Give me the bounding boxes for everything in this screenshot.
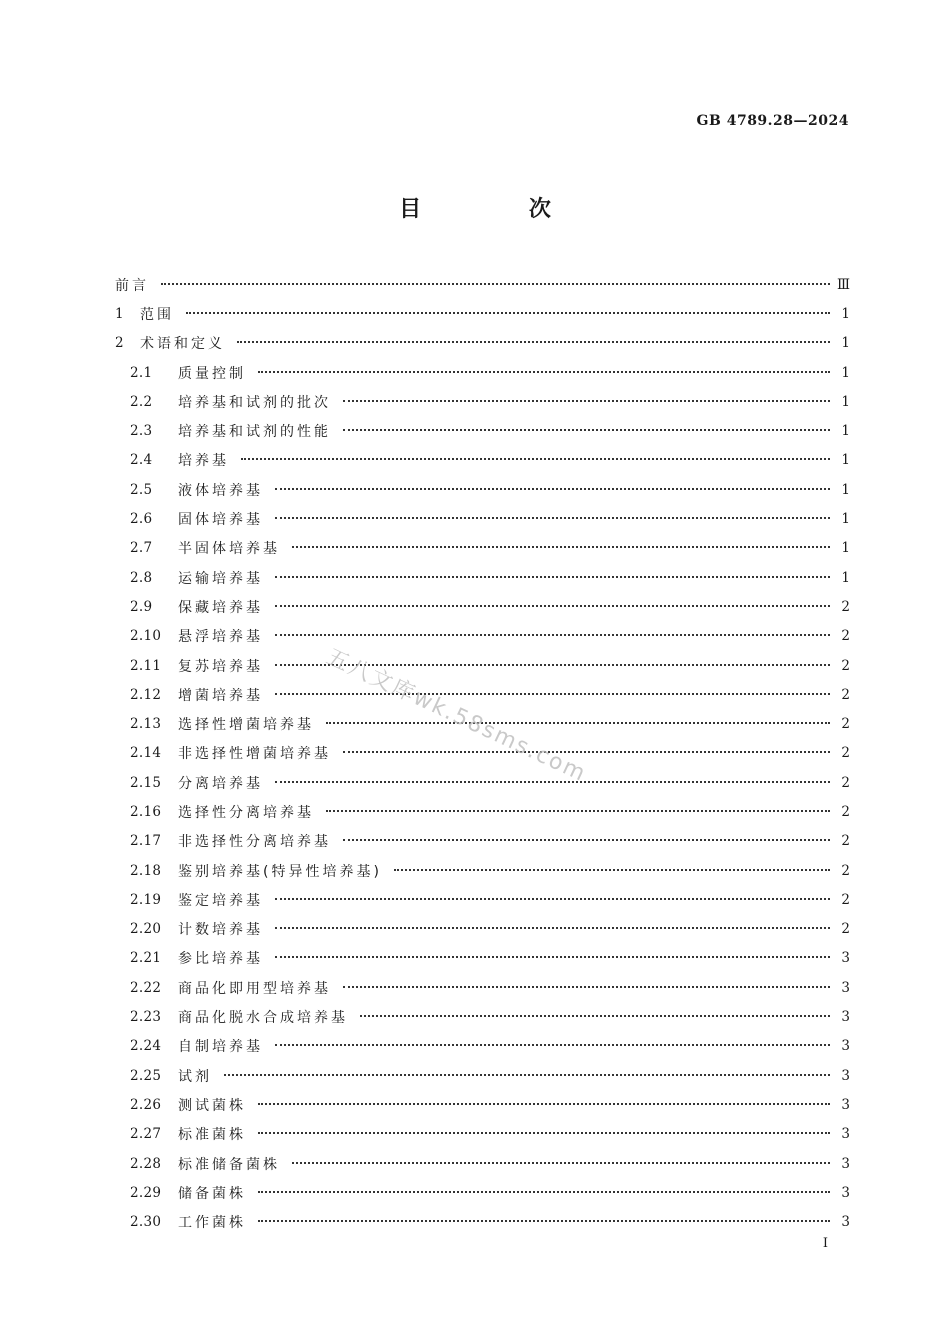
dot-leader <box>275 488 830 490</box>
toc-entry-page: 2 <box>841 833 850 850</box>
dot-leader <box>326 810 830 812</box>
toc-entry-number: 1 <box>115 305 124 322</box>
dot-leader <box>275 898 830 900</box>
dot-leader <box>275 576 830 578</box>
toc-entry[interactable] <box>115 1149 850 1178</box>
toc-entry[interactable] <box>115 299 850 328</box>
toc-entry-label: 商品化即用型培养基 <box>178 980 331 997</box>
toc-entry-page: 2 <box>841 891 850 908</box>
toc-entry-label: 培养基 <box>178 453 229 470</box>
dot-leader <box>326 722 830 724</box>
toc-entry-number: 2.6 <box>130 511 153 528</box>
toc-entry-number: 2.18 <box>130 862 162 879</box>
dot-leader <box>275 605 830 607</box>
toc-entry-number: 2.23 <box>130 1009 162 1026</box>
toc-entry[interactable] <box>115 1178 850 1207</box>
toc-entry-label: 商品化脱水合成培养基 <box>178 1010 348 1027</box>
dot-leader <box>343 839 830 841</box>
toc-entry-number: 2.2 <box>130 393 153 410</box>
toc-entry-label: 范围 <box>140 306 174 323</box>
toc-entry-number: 2.7 <box>130 540 153 557</box>
toc-entry-number: 2.5 <box>130 481 153 498</box>
toc-entry-label: 保藏培养基 <box>178 599 263 616</box>
toc-entry-page: 2 <box>841 716 850 733</box>
toc-entry-label: 选择性增菌培养基 <box>178 717 314 734</box>
toc-entry[interactable] <box>115 1002 850 1031</box>
toc-entry-label: 标准菌株 <box>178 1127 246 1144</box>
toc-entry-number: 2.9 <box>130 598 153 615</box>
toc-entry-label: 工作菌株 <box>178 1215 246 1232</box>
dot-leader <box>275 927 830 929</box>
standard-number: GB 4789.28—2024 <box>696 113 849 129</box>
dot-leader <box>258 1191 830 1193</box>
dot-leader <box>292 546 830 548</box>
toc-entry[interactable] <box>115 1090 850 1119</box>
dot-leader <box>241 458 830 460</box>
toc-entry-label: 计数培养基 <box>178 922 263 939</box>
toc-entry-page: 2 <box>841 657 850 674</box>
dot-leader <box>343 986 830 988</box>
toc-entry-label: 固体培养基 <box>178 512 263 529</box>
toc-entry-page: 1 <box>841 481 850 498</box>
toc-entry-label: 增菌培养基 <box>178 687 263 704</box>
toc-entry-number: 2.4 <box>130 452 153 469</box>
toc-entry[interactable] <box>115 622 850 651</box>
toc-entry[interactable] <box>115 1208 850 1237</box>
toc-entry-label: 测试菌株 <box>178 1097 246 1114</box>
dot-leader <box>275 517 830 519</box>
toc-entry-label: 运输培养基 <box>178 570 263 587</box>
toc-entry-label: 前言 <box>115 277 149 294</box>
toc-entry[interactable] <box>115 973 850 1002</box>
dot-leader <box>275 781 830 783</box>
toc-entry[interactable] <box>115 504 850 533</box>
toc-entry-page: 1 <box>841 452 850 469</box>
table-of-contents <box>115 270 850 1237</box>
toc-entry-label: 悬浮培养基 <box>178 629 263 646</box>
toc-entry[interactable] <box>115 680 850 709</box>
toc-entry-number: 2.11 <box>130 657 162 674</box>
toc-entry-page: 3 <box>841 1214 850 1231</box>
toc-entry-page: 1 <box>841 364 850 381</box>
dot-leader <box>275 634 830 636</box>
toc-entry-number: 2 <box>115 335 124 352</box>
toc-entry-number: 2.15 <box>130 774 162 791</box>
toc-entry-page: 1 <box>841 423 850 440</box>
toc-entry[interactable] <box>115 768 850 797</box>
toc-entry-number: 2.12 <box>130 686 162 703</box>
toc-entry-number: 2.21 <box>130 950 162 967</box>
toc-entry[interactable] <box>115 651 850 680</box>
toc-entry-number: 2.17 <box>130 833 162 850</box>
dot-leader <box>275 693 830 695</box>
toc-entry-label: 标准储备菌株 <box>178 1156 280 1173</box>
dot-leader <box>186 312 830 314</box>
toc-entry[interactable] <box>115 944 850 973</box>
toc-entry-page: 1 <box>841 305 850 322</box>
toc-entry[interactable] <box>115 1032 850 1061</box>
dot-leader <box>394 869 830 871</box>
toc-entry-page: 2 <box>841 774 850 791</box>
toc-entry-page: 3 <box>841 1126 850 1143</box>
dot-leader <box>258 1103 830 1105</box>
toc-entry-number: 2.20 <box>130 921 162 938</box>
toc-entry-page: 1 <box>841 335 850 352</box>
toc-entry-page: 3 <box>841 1067 850 1084</box>
dot-leader <box>343 400 830 402</box>
dot-leader <box>237 341 830 343</box>
dot-leader <box>343 429 830 431</box>
toc-entry-number: 2.14 <box>130 745 162 762</box>
toc-entry-label: 分离培养基 <box>178 775 263 792</box>
dot-leader <box>343 751 830 753</box>
toc-entry-number: 2.22 <box>130 979 162 996</box>
toc-entry-page: 3 <box>841 950 850 967</box>
toc-entry-label: 半固体培养基 <box>178 541 280 558</box>
toc-entry-number: 2.29 <box>130 1184 162 1201</box>
toc-entry-page: 1 <box>841 540 850 557</box>
toc-entry[interactable] <box>115 416 850 445</box>
toc-entry[interactable] <box>115 1120 850 1149</box>
toc-entry-label: 参比培养基 <box>178 951 263 968</box>
toc-entry-page: 2 <box>841 921 850 938</box>
toc-entry[interactable] <box>115 592 850 621</box>
toc-entry-label: 鉴别培养基(特异性培养基) <box>178 863 382 880</box>
toc-entry-number: 2.24 <box>130 1038 162 1055</box>
toc-entry-number: 2.8 <box>130 569 153 586</box>
toc-entry-label: 液体培养基 <box>178 482 263 499</box>
dot-leader <box>224 1074 830 1076</box>
toc-entry[interactable] <box>115 387 850 416</box>
toc-entry-label: 培养基和试剂的性能 <box>178 424 331 441</box>
toc-entry-page: 3 <box>841 1155 850 1172</box>
dot-leader <box>275 956 830 958</box>
dot-leader <box>161 283 830 285</box>
toc-entry-number: 2.27 <box>130 1126 162 1143</box>
toc-entry-label: 术语和定义 <box>140 336 225 353</box>
toc-entry-page: 1 <box>841 511 850 528</box>
dot-leader <box>258 1132 830 1134</box>
toc-entry-page: 3 <box>841 1184 850 1201</box>
toc-entry-page: 1 <box>841 569 850 586</box>
toc-entry-label: 复苏培养基 <box>178 658 263 675</box>
toc-entry-page: 3 <box>841 979 850 996</box>
toc-entry-page: 2 <box>841 686 850 703</box>
toc-entry-number: 2.25 <box>130 1067 162 1084</box>
toc-entry[interactable] <box>115 915 850 944</box>
toc-entry[interactable] <box>115 885 850 914</box>
toc-entry[interactable] <box>115 856 850 885</box>
dot-leader <box>292 1162 830 1164</box>
toc-entry-label: 选择性分离培养基 <box>178 804 314 821</box>
toc-entry[interactable] <box>115 270 850 299</box>
toc-entry-number: 2.30 <box>130 1214 162 1231</box>
toc-entry-label: 鉴定培养基 <box>178 892 263 909</box>
toc-entry[interactable] <box>115 1061 850 1090</box>
toc-entry-page: Ⅲ <box>836 276 850 293</box>
toc-entry-number: 2.1 <box>130 364 153 381</box>
toc-entry-page: 3 <box>841 1038 850 1055</box>
toc-entry-label: 非选择性分离培养基 <box>178 834 331 851</box>
watermark: 五八文库wk.58sms.com <box>322 644 591 788</box>
dot-leader <box>258 371 830 373</box>
toc-entry-number: 2.16 <box>130 803 162 820</box>
toc-entry-page: 2 <box>841 862 850 879</box>
toc-entry-label: 试剂 <box>178 1068 212 1085</box>
toc-entry[interactable] <box>115 358 850 387</box>
footer-page-number: I <box>822 1236 828 1251</box>
page-title: 目 次 <box>399 197 601 222</box>
toc-entry-page: 2 <box>841 598 850 615</box>
dot-leader <box>360 1015 830 1017</box>
toc-entry-number: 2.13 <box>130 716 162 733</box>
toc-entry-page: 3 <box>841 1096 850 1113</box>
toc-entry[interactable] <box>115 563 850 592</box>
toc-entry[interactable] <box>115 475 850 504</box>
toc-entry-number: 2.10 <box>130 628 162 645</box>
toc-entry-label: 储备菌株 <box>178 1185 246 1202</box>
toc-entry-label: 自制培养基 <box>178 1039 263 1056</box>
toc-entry-page: 3 <box>841 1009 850 1026</box>
toc-entry-page: 2 <box>841 803 850 820</box>
toc-entry-label: 培养基和试剂的批次 <box>178 394 331 411</box>
toc-entry-page: 2 <box>841 628 850 645</box>
toc-entry[interactable] <box>115 827 850 856</box>
dot-leader <box>258 1220 830 1222</box>
toc-entry[interactable] <box>115 446 850 475</box>
toc-entry-label: 质量控制 <box>178 365 246 382</box>
dot-leader <box>275 1044 830 1046</box>
toc-entry-label: 非选择性增菌培养基 <box>178 746 331 763</box>
toc-entry-number: 2.28 <box>130 1155 162 1172</box>
toc-entry-page: 1 <box>841 393 850 410</box>
toc-entry[interactable] <box>115 797 850 826</box>
toc-entry-number: 2.3 <box>130 423 153 440</box>
toc-entry-page: 2 <box>841 745 850 762</box>
toc-entry[interactable] <box>115 534 850 563</box>
toc-entry-number: 2.26 <box>130 1096 162 1113</box>
toc-entry[interactable] <box>115 329 850 358</box>
toc-entry-number: 2.19 <box>130 891 162 908</box>
